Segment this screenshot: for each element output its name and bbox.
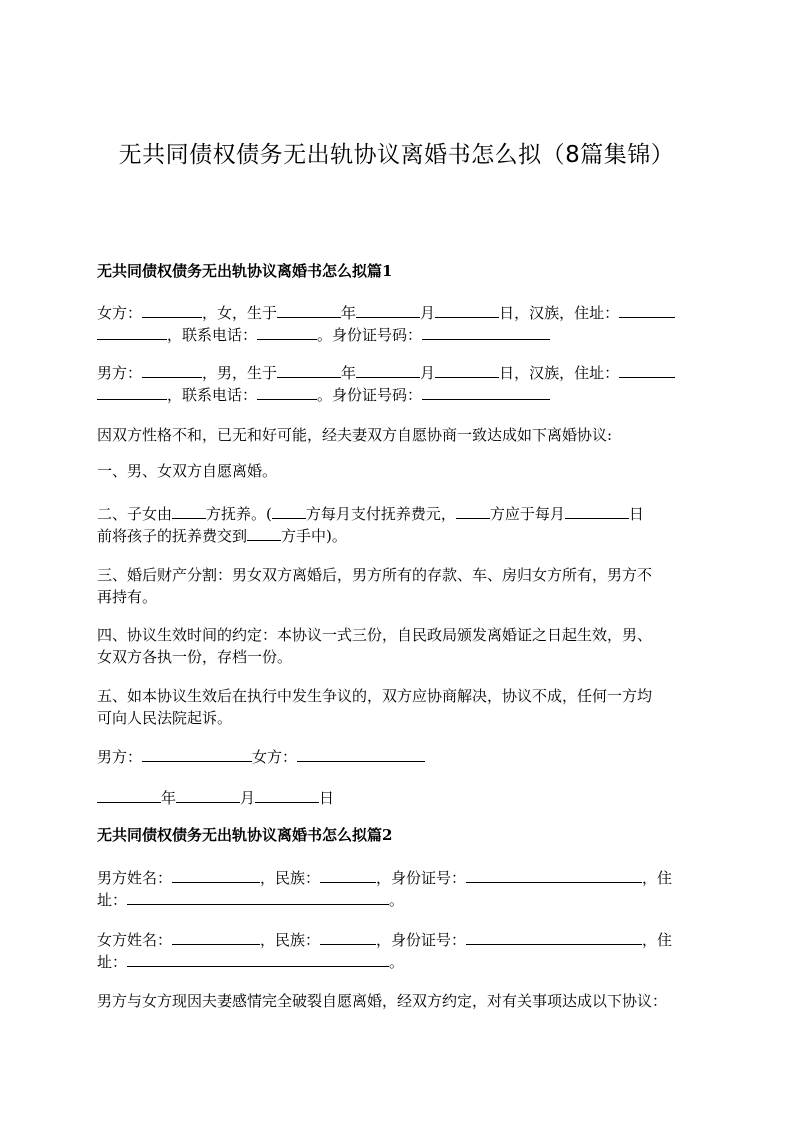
blank-field bbox=[97, 324, 167, 340]
blank-field bbox=[320, 929, 376, 945]
agreement-intro: 男方与女方现因夫妻感情完全破裂自愿离婚，经双方约定，对有关事项达成以下协议： bbox=[97, 992, 668, 1010]
blank-field bbox=[277, 302, 341, 318]
clause-4: 四、协议生效时间的约定：本协议一式三份，自民政局颁发离婚证之日起生效，男、 女双方各执一份，存档一份。 bbox=[97, 626, 653, 666]
blank-field bbox=[320, 867, 376, 883]
blank-field bbox=[619, 302, 675, 318]
male-info-paragraph: 男方： ，男，生于 年 月 日，汉族，住址： ，联系电话： 。身份证号码： bbox=[97, 362, 697, 406]
agreement-intro: 因双方性格不和，已无和好可能，经夫妻双方自愿协商一致达成如下离婚协议: bbox=[97, 426, 613, 444]
clause-1: 一、男、女双方自愿离婚。 bbox=[97, 462, 278, 480]
blank-field bbox=[277, 362, 341, 378]
blank-field bbox=[272, 503, 306, 519]
blank-field bbox=[142, 362, 202, 378]
blank-field bbox=[142, 746, 252, 762]
document-title: 无共同债权债务无出轨协议离婚书怎么拟（8篇集锦） bbox=[118, 142, 675, 168]
blank-field bbox=[422, 324, 550, 340]
clause-3: 三、婚后财产分割：男女双方离婚后，男方所有的存款、车、房归女方所有，男方不 再持有。 bbox=[97, 566, 653, 606]
blank-field bbox=[257, 324, 317, 340]
clause-5: 五、如本协议生效后在执行中发生争议的，双方应协商解决，协议不成，任何一方均 可向人民法院起诉。 bbox=[97, 687, 653, 727]
blank-field bbox=[619, 362, 675, 378]
blank-field bbox=[172, 929, 260, 945]
female-info-paragraph: 女方姓名： ，民族： ，身份证号： ，住 址： 。 bbox=[97, 931, 673, 971]
blank-field bbox=[127, 951, 389, 967]
blank-field bbox=[422, 384, 550, 400]
blank-field bbox=[127, 889, 389, 905]
blank-field bbox=[172, 503, 206, 519]
blank-field bbox=[466, 929, 642, 945]
blank-field bbox=[97, 787, 161, 803]
blank-field bbox=[257, 384, 317, 400]
blank-field bbox=[297, 746, 425, 762]
blank-field bbox=[456, 503, 490, 519]
signature-line: 男方： 女方： bbox=[97, 746, 697, 768]
section-heading: 无共同债权债务无出轨协议离婚书怎么拟篇1 bbox=[97, 262, 393, 280]
date-line: 年 月 日 bbox=[97, 787, 697, 809]
blank-field bbox=[172, 867, 260, 883]
blank-field bbox=[435, 302, 499, 318]
blank-field bbox=[247, 525, 281, 541]
male-info-paragraph: 男方姓名： ，民族： ，身份证号： ，住 址： 。 bbox=[97, 869, 673, 909]
blank-field bbox=[176, 787, 240, 803]
female-info-paragraph: 女方： ，女，生于 年 月 日，汉族，住址： ，联系电话： 。身份证号码： bbox=[97, 302, 697, 346]
clause-2: 二、子女由 方抚养。( 方每月支付抚养费元， 方应于每月 日 前将孩子的抚养费交到 方手中)。 bbox=[97, 505, 644, 545]
blank-field bbox=[565, 503, 629, 519]
blank-field bbox=[356, 302, 420, 318]
blank-field bbox=[142, 302, 202, 318]
blank-field bbox=[356, 362, 420, 378]
section-heading: 无共同债权债务无出轨协议离婚书怎么拟篇2 bbox=[97, 826, 393, 844]
blank-field bbox=[435, 362, 499, 378]
blank-field bbox=[255, 787, 319, 803]
blank-field bbox=[466, 867, 642, 883]
blank-field bbox=[97, 384, 167, 400]
